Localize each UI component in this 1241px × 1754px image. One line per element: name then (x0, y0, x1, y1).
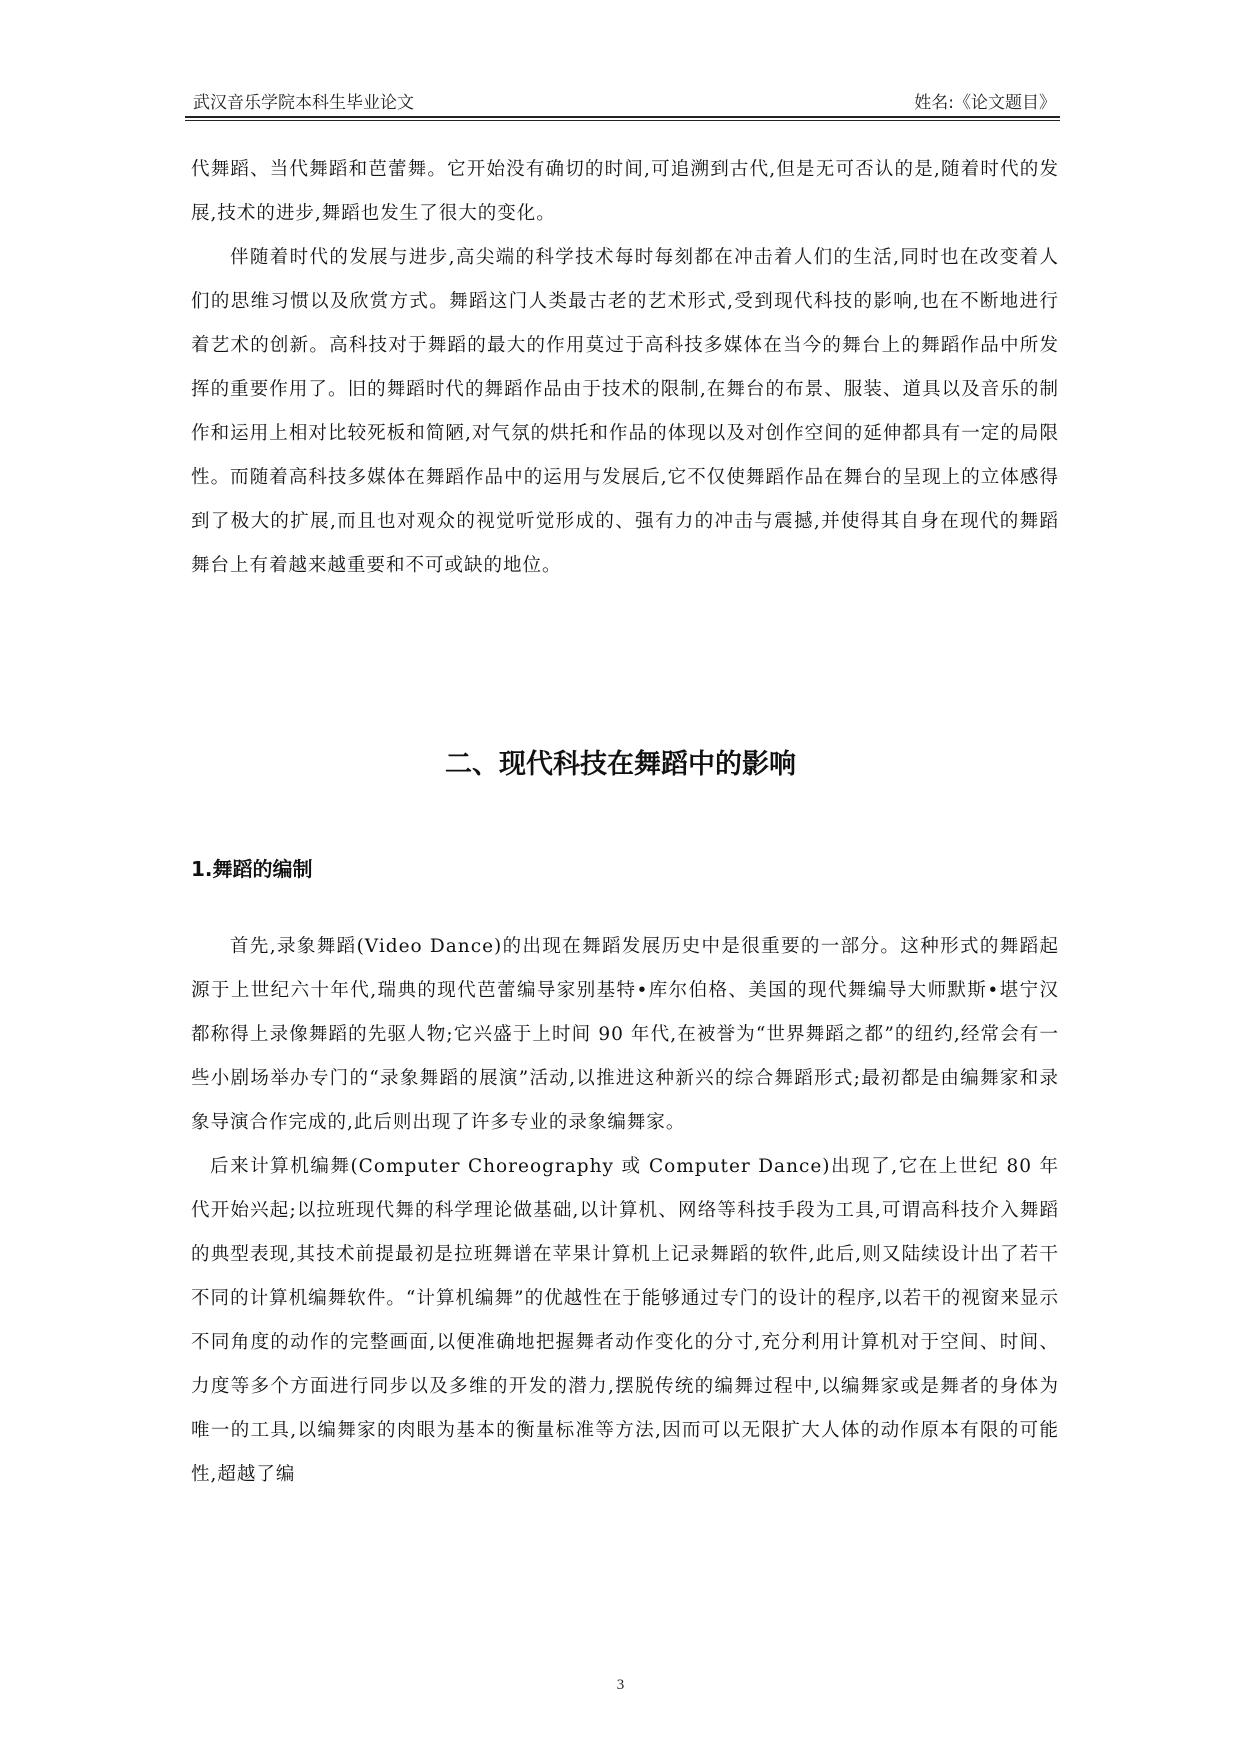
header-rule-thick (185, 116, 1060, 118)
paragraph-2: 伴随着时代的发展与进步,高尖端的科学技术每时每刻都在冲击着人们的生活,同时也在改变着人们的思维习惯以及欣赏方式。舞蹈这门人类最古老的艺术形式,受到现代科技的影响,也在不断地进行着艺术的创新。高科技对于舞蹈的最大的作用莫过于高科技多媒体在当今的舞台上的舞蹈作品中所发挥的重要作用了。旧的舞蹈时代的舞蹈作品由于技术的限制,在舞台的布景、服装、道具以及音乐的制作和运用上相对比较死板和简陋,对气氛的烘托和作品的体现以及对创作空间的延伸都具有一定的局限性。而随着高科技多媒体在舞蹈作品中的运用与发展后,它不仅使舞蹈作品在舞台的呈现上的立体感得到了极大的扩展,而且也对观众的视觉听觉形成的、强有力的冲击与震撼,并使得其自身在现代的舞蹈舞台上有着越来越重要和不可或缺的地位。 (191, 247, 1059, 576)
page-header (185, 84, 1060, 118)
body-text-upper (191, 148, 1059, 588)
header-author-title: 姓名:《论文题目》 (914, 93, 1056, 113)
paragraph-3: 首先,录象舞蹈(Video Dance)的出现在舞蹈发展历史中是很重要的一部分。这种形式的舞蹈起源于上世纪六十年代,瑞典的现代芭蕾编导家别基特•库尔伯格、美国的现代舞编导大师默斯•堪宁汉都称得上录像舞蹈的先驱人物;它兴盛于上时间 90 年代,在被誉为“世界舞蹈之都”的纽约,经常会有一些小剧场举办专门的“录象舞蹈的展演”活动,以推进这种新兴的综合舞蹈形式;最初都是由编舞家和录象导演合作完成的,此后则出现了许多专业的录象编舞家。 (191, 936, 1059, 1133)
section-heading: 二、现代科技在舞蹈中的影响 (445, 749, 796, 780)
paragraph-1: 代舞蹈、当代舞蹈和芭蕾舞。它开始没有确切的时间,可追溯到古代,但是无可否认的是,随着时代的发展,技术的进步,舞蹈也发生了很大的变化。 (191, 159, 1059, 224)
header-school-title: 武汉音乐学院本科生毕业论文 (193, 93, 414, 113)
subsection-heading: 1.舞蹈的编制 (191, 857, 313, 881)
paragraph-4: 后来计算机编舞(Computer Choreography 或 Computer Dance)出现了,它在上世纪 80 年代开始兴起;以拉班现代舞的科学理论做基础,以计算机、网络等科技手段为工具,可谓高科技介入舞蹈的典型表现,其技术前提最初是拉班舞谱在苹果计算机上记录舞蹈的软件,此后,则又陆续设计出了若干不同的计算机编舞软件。“计算机编舞”的优越性在于能够通过专门的设计的程序,以若干的视窗来显示不同角度的动作的完整画面,以便准确地把握舞者动作变化的分寸,充分利用计算机对于空间、时间、力度等多个方面进行同步以及多维的开发的潜力,摆脱传统的编舞过程中,以编舞家或是舞者的身体为唯一的工具,以编舞家的肉眼为基本的衡量标准等方法,因而可以无限扩大人体的动作原本有限的可能性,超越了编 (191, 1156, 1059, 1485)
body-text-lower (191, 925, 1059, 1497)
header-rule-thin (185, 120, 1060, 121)
page-number: 3 (616, 1677, 625, 1693)
